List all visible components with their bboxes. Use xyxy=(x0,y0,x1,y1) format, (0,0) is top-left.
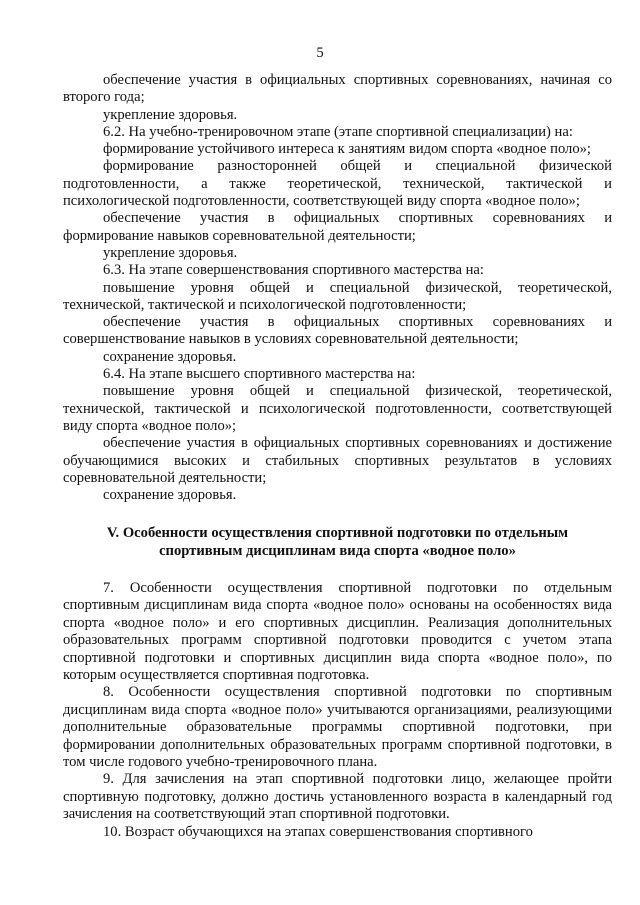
paragraph: повышение уровня общей и специальной физической, теоретической, технической, тактической и психологической подготовленности, соответствующей виду спорта «водное поло»; xyxy=(63,383,612,434)
paragraph: 6.3. На этапе совершенствования спортивного мастерства на: xyxy=(103,262,484,279)
paragraph: 7. Особенности осуществления спортивной подготовки по отдельным спортивным дисциплинам вида спорта «водное поло» основаны на особенностях вида спорта «водное поло» и его спортивных дисциплин. Реализация дополнительных образовательных программ спортивной подготовки проводится с учетом этапа спортивной подготовки и спортивных дисциплин вида спорта «водное поло», по которым осуществляется спортивная подготовка. xyxy=(63,580,612,684)
paragraph: 6.2. На учебно-тренировочном этапе (этапе спортивной специализации) на: xyxy=(103,123,573,140)
paragraph: 6.4. На этапе высшего спортивного мастерства на: xyxy=(103,366,416,383)
section-iv-continued xyxy=(63,72,612,504)
paragraph: укрепление здоровья. xyxy=(103,244,238,261)
paragraph: сохранение здоровья. xyxy=(103,487,237,504)
paragraph: обеспечение участия в официальных спортивных соревнованиях и достижение обучающимися высоких и стабильных спортивных результатов в условиях соревновательной деятельности; xyxy=(63,435,612,486)
paragraph: 10. Возраст обучающихся на этапах совершенствования спортивного xyxy=(103,823,533,840)
section-v-body xyxy=(63,580,612,841)
section-heading-line: спортивным дисциплинам вида спорта «водное поло» xyxy=(159,543,516,559)
paragraph: обеспечение участия в официальных спортивных соревнованиях и совершенствование навыков в условиях соревновательной деятельности; xyxy=(63,314,612,348)
page-number: 5 xyxy=(316,45,324,61)
paragraph: 9. Для зачисления на этап спортивной подготовки лицо, желающее пройти спортивную подготовку, должно достичь установленного возраста в календарный год зачисления на соответствующий этап спортивной подготовки. xyxy=(63,771,612,823)
paragraph: формирование разносторонней общей и специальной физической подготовленности, а также теоретической, технической, тактической и психологической подготовленности, соответствующей виду спорта «водное поло»; xyxy=(63,158,612,210)
section-heading xyxy=(63,524,612,560)
section-heading-line: V. Особенности осуществления спортивной подготовки по отдельным xyxy=(106,525,569,541)
paragraph: повышение уровня общей и специальной физической, теоретической, технической, тактической и психологической подготовленности; xyxy=(63,279,612,313)
paragraph: обеспечение участия в официальных спортивных соревнованиях и формирование навыков соревновательной деятельности; xyxy=(63,210,612,244)
paragraph: укрепление здоровья. xyxy=(103,106,238,123)
paragraph: формирование устойчивого интереса к занятиям видом спорта «водное поло»; xyxy=(103,141,591,158)
paragraph: сохранение здоровья. xyxy=(103,348,237,365)
paragraph: обеспечение участия в официальных спортивных соревнованиях, начиная со второго года; xyxy=(63,72,612,106)
paragraph: 8. Особенности осуществления спортивной подготовки по спортивным дисциплинам вида спорта «водное поло» учитываются организациями, реализующими дополнительные образовательные программы спортивной подготовки, при формировании дополнительных образовательных программ спортивной подготовки, в том числе годового учебно-тренировочного плана. xyxy=(63,684,612,771)
